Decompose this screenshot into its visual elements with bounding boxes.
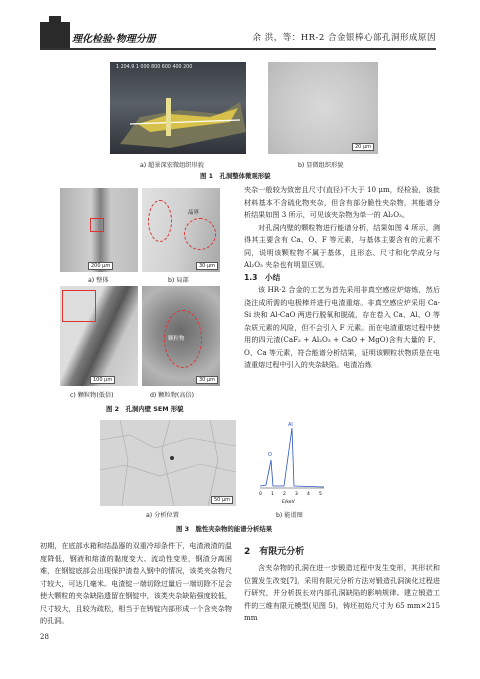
figure2b-caption: b) 局部 (168, 277, 189, 284)
figure1-title: 图 1 孔洞整体微观形貌 (200, 172, 271, 180)
left-bottom-text (40, 540, 232, 628)
figure3a-image (100, 420, 236, 506)
figure1a-image (110, 62, 246, 154)
section-1-3-heading: 1.3 小结 (244, 272, 281, 282)
running-head: 余 洪，等：HR-2 合金银棒心部孔洞形成原因 (252, 33, 436, 43)
figure2d-image (142, 286, 220, 386)
figure3b-xtick-4: 4 (307, 492, 310, 497)
right-paragraph-1: 夹杂一般较为致密且尺寸(直径)不大于 10 μm，经检验，该批材料基本不含硫化物夹杂，但含有部分脆性夹杂物，其能谱分析结果如图 3 所示，可见该夹杂物为单一的 Al₂O₃。 (244, 185, 440, 219)
figure1b-image (268, 62, 378, 154)
figure2c-caption: c) 颗粒物(低倍) (70, 392, 114, 399)
right-paragraph-2: 对孔洞内壁的颗粒物进行能谱分析，结果如图 4 所示，测得其主要含有 Ca、O、F 等元素，与基体主要含有的元素不同，说明该颗粒物不属于基体，且形态、尺寸和化学成分与 Al₂O₃ 夹杂也有明显区别。 (244, 222, 440, 269)
page-number: 28 (40, 633, 49, 641)
figure2c-image (60, 286, 138, 386)
figure1a-depth-labels: 1 204.9 1 000 800 600 400 200 (116, 65, 193, 70)
figure2c-scale: 100 μm (90, 376, 115, 384)
figure3-title: 图 3 脆性夹杂物的能谱分析结果 (176, 525, 273, 533)
section-2-heading: 2 有限元分析 (244, 547, 305, 557)
figure3b-xtick-5: 5 (319, 492, 322, 497)
figure2b-image (142, 188, 220, 272)
figure3b-xlabel: E/keV (282, 500, 295, 505)
figure2d-caption: d) 颗粒物(高倍) (150, 392, 195, 399)
right-column-text (244, 184, 440, 372)
right-paragraph-3: 该 HR-2 合金的工艺为首先采用非真空感应炉熔炼，然后浇注成所需的电极棒并进行电渣重熔。非真空感应炉采用 Ca-Si 块和 Al-CaO 两进行脱氧和脱硫，存在卷入 Ca、Al、O 等杂质元素的风险，但不会引入 F 元素。而在电渣重熔过程中使用的四元渣(CaF₂ + Al₂O₃ + CaO + MgO)含有大量的 F、O、Ca 等元素，符合能谱分析结果，证明该颗粒状物质是在电渣重熔过程中引入的夹杂缺陷。电渣冶炼 (244, 285, 440, 369)
figure3b-caption: b) 能谱图 (276, 512, 303, 519)
figure3b-xtick-3: 3 (295, 492, 298, 497)
figure1b-scale: 20 μm (352, 143, 374, 151)
left-bottom-paragraph: 初期，在底部水箱和结晶器的双重冷却条件下，电渣液渣的温度降低，钢液和熔渣的黏度变大、流动性变差，钢渣分离困难，在钢锭底部会出现保护渣卷入钢中的情况，该类夹杂物尺寸较大，可达几毫米。电渣锭一端切除过量后一端切除不足会使大颗粒的夹杂缺陷遗留在钢锭中，该类夹杂缺陷强度较低，尺寸较大，且较为疏松，相当于在铸锭内部形成一个含夹杂物的孔洞。 (40, 541, 232, 625)
figure2-title: 图 2 孔洞内壁 SEM 形貌 (106, 405, 184, 413)
journal-logo-icon (40, 22, 70, 48)
figure1b-caption: b) 显微组织形貌 (298, 162, 344, 169)
figure3a-scale: 50 μm (211, 496, 233, 504)
header-rule (40, 48, 436, 50)
figure2b-label: 晶界 (188, 210, 200, 216)
figure2a-highlight (90, 218, 104, 232)
figure3b-peak-O: O (268, 452, 272, 458)
figure2b-scale: 30 μm (196, 262, 218, 270)
figure2a-image (60, 188, 138, 272)
figure3b-xtick-1: 1 (271, 492, 274, 497)
section-2-text (244, 562, 440, 625)
figure2a-caption: a) 整体 (88, 277, 109, 284)
figure3a-grain-pattern (100, 420, 236, 506)
figure3b-peak-Al: Al (288, 422, 293, 428)
figure3b-xtick-0: 0 (259, 492, 262, 497)
figure2c-highlight (62, 290, 96, 322)
section-2-paragraph: 含夹杂物的孔洞在进一步锻造过程中发生变形，其形状和位置发生改变[7]，采用有限元分析方法对锻造孔洞演化过程进行研究，并分析拔长对内部孔洞缺陷的影响规律。建立锻造工件的三维有限元模型(见图 5)，铸坯初始尺寸为 65 mm×215 mm (244, 563, 440, 622)
figure3b-spectrum (254, 420, 330, 506)
figure2a-scale: 200 μm (88, 262, 113, 270)
figure1a-caption: a) 超景深宏微组织形貌 (140, 162, 204, 169)
figure2d-scale: 30 μm (196, 376, 218, 384)
journal-logo-text: 理化检验·物理分册 (72, 34, 156, 45)
figure2b-ellipse-1 (148, 200, 172, 242)
figure1a-relief (110, 62, 246, 154)
figure2d-label: 颗粒物 (168, 336, 185, 342)
figure2b-ellipse-2 (184, 218, 216, 250)
figure3b-xtick-2: 2 (283, 492, 286, 497)
figure3a-caption: a) 分析位置 (146, 512, 179, 519)
